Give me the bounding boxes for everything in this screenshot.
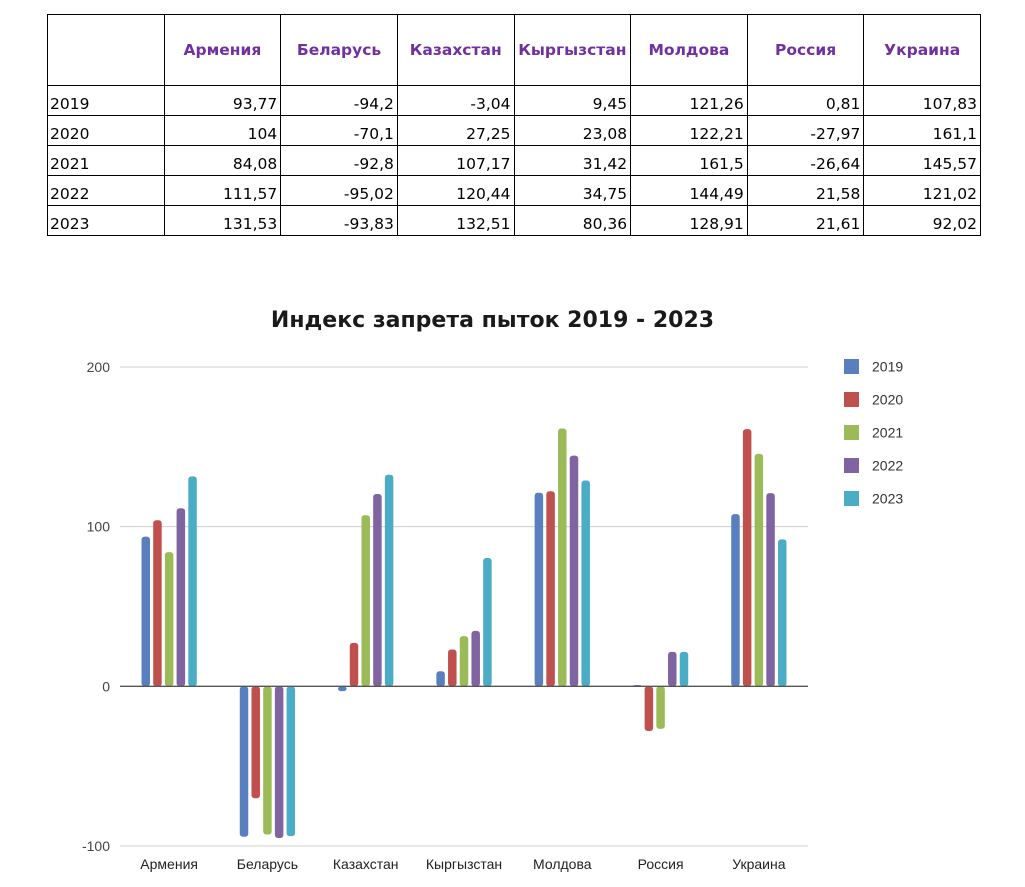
- bar: [766, 493, 775, 686]
- legend-swatch: [844, 491, 859, 506]
- table-cell: -92,8: [281, 146, 398, 176]
- bar: [546, 491, 555, 686]
- bar: [656, 686, 665, 729]
- table-cell: 111,57: [164, 176, 281, 206]
- row-year: 2023: [48, 206, 165, 236]
- data-table: [47, 14, 981, 236]
- table-cell: 145,57: [864, 146, 981, 176]
- table-row: [48, 146, 981, 176]
- bar-chart: [0, 340, 985, 885]
- y-tick-label: 100: [86, 518, 110, 535]
- bar: [471, 631, 480, 686]
- table-cell: 31,42: [514, 146, 631, 176]
- legend-label: 2020: [872, 391, 904, 408]
- table-cell: 21,61: [747, 206, 864, 236]
- table-cell: 9,45: [514, 86, 631, 116]
- column-header: Казахстан: [397, 15, 514, 86]
- table-cell: 104: [164, 116, 281, 146]
- row-year: 2022: [48, 176, 165, 206]
- category-label: Армения: [140, 856, 198, 872]
- category-label: Россия: [637, 856, 684, 872]
- bar: [743, 429, 752, 686]
- category-label: Кыргызстан: [425, 856, 503, 872]
- bar: [645, 686, 654, 731]
- bar: [338, 686, 347, 691]
- bar: [141, 537, 150, 687]
- bar: [436, 671, 445, 686]
- table-cell: 21,58: [747, 176, 864, 206]
- bar: [460, 636, 469, 686]
- legend-label: 2019: [872, 358, 904, 375]
- y-tick-label: -100: [81, 838, 110, 854]
- bar: [668, 652, 677, 686]
- bar: [385, 475, 394, 687]
- bar: [731, 514, 740, 686]
- legend-label: 2022: [872, 457, 904, 474]
- category-label: Украина: [732, 856, 786, 872]
- table-row: [48, 86, 981, 116]
- table-cell: -94,2: [281, 86, 398, 116]
- table-cell: 107,83: [864, 86, 981, 116]
- column-header: Россия: [747, 15, 864, 86]
- bar: [240, 686, 249, 836]
- bar: [373, 494, 382, 686]
- table-cell: 93,77: [164, 86, 281, 116]
- table-cell: 132,51: [397, 206, 514, 236]
- table-cell: 92,02: [864, 206, 981, 236]
- table-cell: 122,21: [631, 116, 748, 146]
- bar: [755, 454, 764, 686]
- row-year: 2021: [48, 146, 165, 176]
- table-row: [48, 206, 981, 236]
- legend-swatch: [844, 359, 859, 374]
- y-tick-label: 0: [102, 678, 110, 695]
- legend-label: 2021: [872, 424, 904, 441]
- bar: [558, 428, 567, 686]
- table-cell: 120,44: [397, 176, 514, 206]
- table-cell: 161,1: [864, 116, 981, 146]
- legend-label: 2023: [872, 490, 904, 507]
- column-header: Кыргызстан: [514, 15, 631, 86]
- legend-swatch: [844, 458, 859, 473]
- bar: [165, 552, 174, 686]
- bar: [448, 649, 457, 686]
- table-row: [48, 176, 981, 206]
- bar: [275, 686, 284, 838]
- bar: [778, 539, 787, 686]
- table-corner-cell: [48, 15, 165, 86]
- table-cell: -95,02: [281, 176, 398, 206]
- table-cell: 144,49: [631, 176, 748, 206]
- table-cell: 80,36: [514, 206, 631, 236]
- bar: [361, 515, 370, 686]
- table-cell: 131,53: [164, 206, 281, 236]
- category-label: Молдова: [533, 856, 592, 872]
- legend-swatch: [844, 392, 859, 407]
- bar: [483, 558, 492, 686]
- table-cell: 0,81: [747, 86, 864, 116]
- table-cell: -70,1: [281, 116, 398, 146]
- column-header: Украина: [864, 15, 981, 86]
- bar: [177, 508, 186, 686]
- table-body: [48, 86, 981, 236]
- row-year: 2020: [48, 116, 165, 146]
- category-label: Беларусь: [236, 856, 299, 872]
- bar: [153, 520, 162, 686]
- row-year: 2019: [48, 86, 165, 116]
- bar: [570, 456, 579, 687]
- table-cell: 84,08: [164, 146, 281, 176]
- chart-title: Индекс запрета пыток 2019 - 2023: [270, 308, 715, 333]
- table-cell: 23,08: [514, 116, 631, 146]
- table-cell: 128,91: [631, 206, 748, 236]
- bar: [188, 476, 197, 686]
- table-row: [48, 116, 981, 146]
- bar: [680, 652, 689, 687]
- table-cell: -3,04: [397, 86, 514, 116]
- table-cell: 121,26: [631, 86, 748, 116]
- table-cell: -26,64: [747, 146, 864, 176]
- table-cell: 107,17: [397, 146, 514, 176]
- bar: [535, 493, 544, 687]
- category-label: Казахстан: [332, 856, 399, 872]
- table-cell: 161,5: [631, 146, 748, 176]
- table-cell: 34,75: [514, 176, 631, 206]
- table-cell: 27,25: [397, 116, 514, 146]
- table-header-row: [48, 15, 981, 86]
- bar: [287, 686, 296, 836]
- table-cell: 121,02: [864, 176, 981, 206]
- table-cell: -93,83: [281, 206, 398, 236]
- column-header: Армения: [164, 15, 281, 86]
- y-tick-label: 200: [86, 359, 110, 375]
- bar: [251, 686, 260, 798]
- column-header: Молдова: [631, 15, 748, 86]
- bar: [350, 643, 359, 687]
- table-cell: -27,97: [747, 116, 864, 146]
- bar: [581, 481, 590, 687]
- bar: [263, 686, 272, 834]
- column-header: Беларусь: [281, 15, 398, 86]
- legend-swatch: [844, 425, 859, 440]
